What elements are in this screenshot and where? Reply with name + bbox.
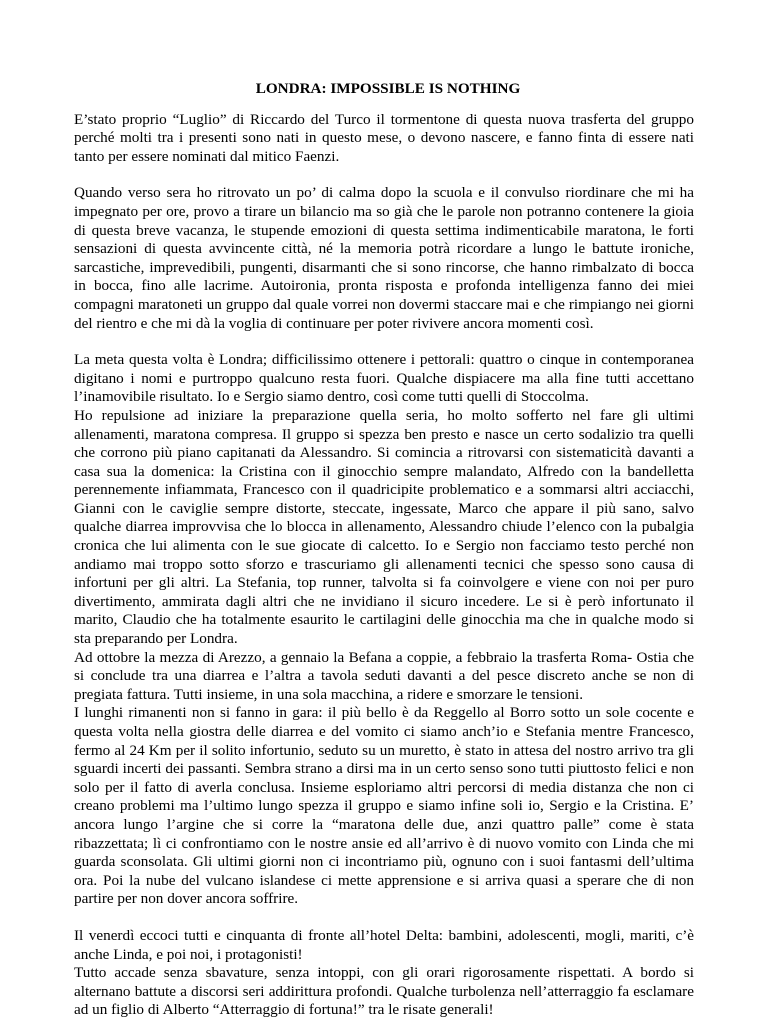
document-title: LONDRA: IMPOSSIBLE IS NOTHING [255,80,521,97]
paragraph-luglio: E’stato proprio “Luglio” di Riccardo del Turco il tormentone di questa nuova trasferta del gruppo perché molti tra i presenti sono nati in questo mese, o devono nascere, e fanno finta di essere nati tanto per essere nominati dal mitico Faenzi. [74,110,694,165]
paragraph-partenza: Il venerdì eccoci tutti e cinquanta di fronte all’hotel Delta: bambini, adolescenti, mogli, mariti, c’è anche Linda, e poi noi, i protagonisti! [74,926,694,963]
paragraph-meta-londra: La meta questa volta è Londra; difficilissimo ottenere i pettorali: quattro o cinque in contemporanea digitano i nomi e purtroppo qualcuno resta fuori. Qualche dispiacere ma alla fine tutti accettano l’inamovibile risultato. Io e Sergio siamo dentro, così come tutti quelli di Stoccolma. [74,351,694,406]
document-page [74,80,694,1020]
paragraph-preparazione: Ho repulsione ad iniziare la preparazione quella seria, ho molto sofferto nel fare gli ultimi allenamenti, maratona compresa. Il gruppo si spezza ben presto e nasce un certo sodalizio tra quelli che corrono più piano capitanati da Alessandro. Si comincia a ritrovarsi con sistematicità davanti a casa sua la domenica: la Cristina con il ginocchio sempre malandato, Alfredo con la bandelletta perennemente infiammata, Francesco con il quadricipite problematico e a sommarsi altri acciacchi, Gianni con le caviglie sempre distorte, steccate, ingessate, Marco che appare il più sano, salvo qualche diarrea improvvisa che lo blocca in allenamento, Alessandro chiude l’elenco con la pubalgia cronica che lui alimenta con le sue giocate di calcetto. Io e Sergio non facciamo testo perché non andiamo mai troppo sotto sforzo e trascuriamo gli allenamenti tecnici che spesso sono causa di infortuni per gli altri. La Stefania, top runner, talvolta si fa coinvolgere e viene con noi per puro divertimento, ammirata dagli altri che ne invidiano il sicuro incedere. Le si è però infortunato il marito, Claudio che ha totalmente esaurito le cartilagini delle ginocchia ma che in qualche modo si sta preparando per Londra. [74,406,694,648]
paragraph-volo: Tutto accade senza sbavature, senza intoppi, con gli orari rigorosamente rispettati. A bordo si alternano battute a discorsi seri addirittura profondi. Qualche turbolenza nell’atterraggio fa esclamare ad un figlio di Alberto “Atterraggio di fortuna!” tra le risate generali! [74,964,694,1019]
paragraph-lunghi: I lunghi rimanenti non si fanno in gara: il più bello è da Reggello al Borro sotto un sole cocente e questa volta nella giostra delle diarrea e del vomito ci siamo anch’io e Stefania mentre Francesco, fermo al 24 Km per il solito infortunio, seduto su un muretto, è stato in attesa del nostro arrivo tra gli sguardi incerti dei passanti. Sembra strano a dirsi ma in un certo senso sono tutti piuttosto felici e non solo per il fatto di averla conclusa. Insieme esploriamo altri percorsi di media distanza che non ci creano problemi ma l’ultimo lungo spezza il gruppo e siamo infine soli io, Sergio e la Cristina. E’ ancora lungo l’argine che si corre la “maratona delle due, anzi quattro palle” come è stata ribazzettata; lì ci confrontiamo con le nostre ansie ed all’arrivo è di nuovo vomito con Linda che mi guarda sconsolata. Gli ultimi giorni non ci incontriamo più, ognuno con i suoi fantasmi dell’ultima ora. Poi la nube del vulcano islandese ci mette apprensione e si arriva quasi a sperare che di non partire per non dover ancora soffrire. [74,704,694,908]
paragraph-gare-preparatorie: Ad ottobre la mezza di Arezzo, a gennaio la Befana a coppie, a febbraio la trasferta Roma- Ostia che si conclude tra una diarrea e l’altra a tavola seduti davanti a del pesce discreto anche se non di pregiata fattura. Tutti insieme, in una sola macchina, a ridere e smorzare le tensioni. [74,648,694,703]
paragraph-bilancio: Quando verso sera ho ritrovato un po’ di calma dopo la scuola e il convulso riordinare che mi ha impegnato per ore, provo a tirare un bilancio ma so già che le parole non potranno contenere la gioia di questa breve vacanza, le stupende emozioni di questa settima indimenticabile maratona, le forti sensazioni di questa avvincente città, né la memoria potrà ricordare a lungo le battute ironiche, sarcastiche, imprevedibili, pungenti, disarmanti che si sono rincorse, che hanno rimbalzato di bocca in bocca, fino alle lacrime. Autoironia, pronta risposta e profonda intelligenza fanno dei miei compagni maratoneti un gruppo dal quale vorrei non dovermi staccare mai e che rimpiango nei giorni del rientro e che mi dà la voglia di continuare per poter rivivere ancora momenti così. [74,184,694,332]
